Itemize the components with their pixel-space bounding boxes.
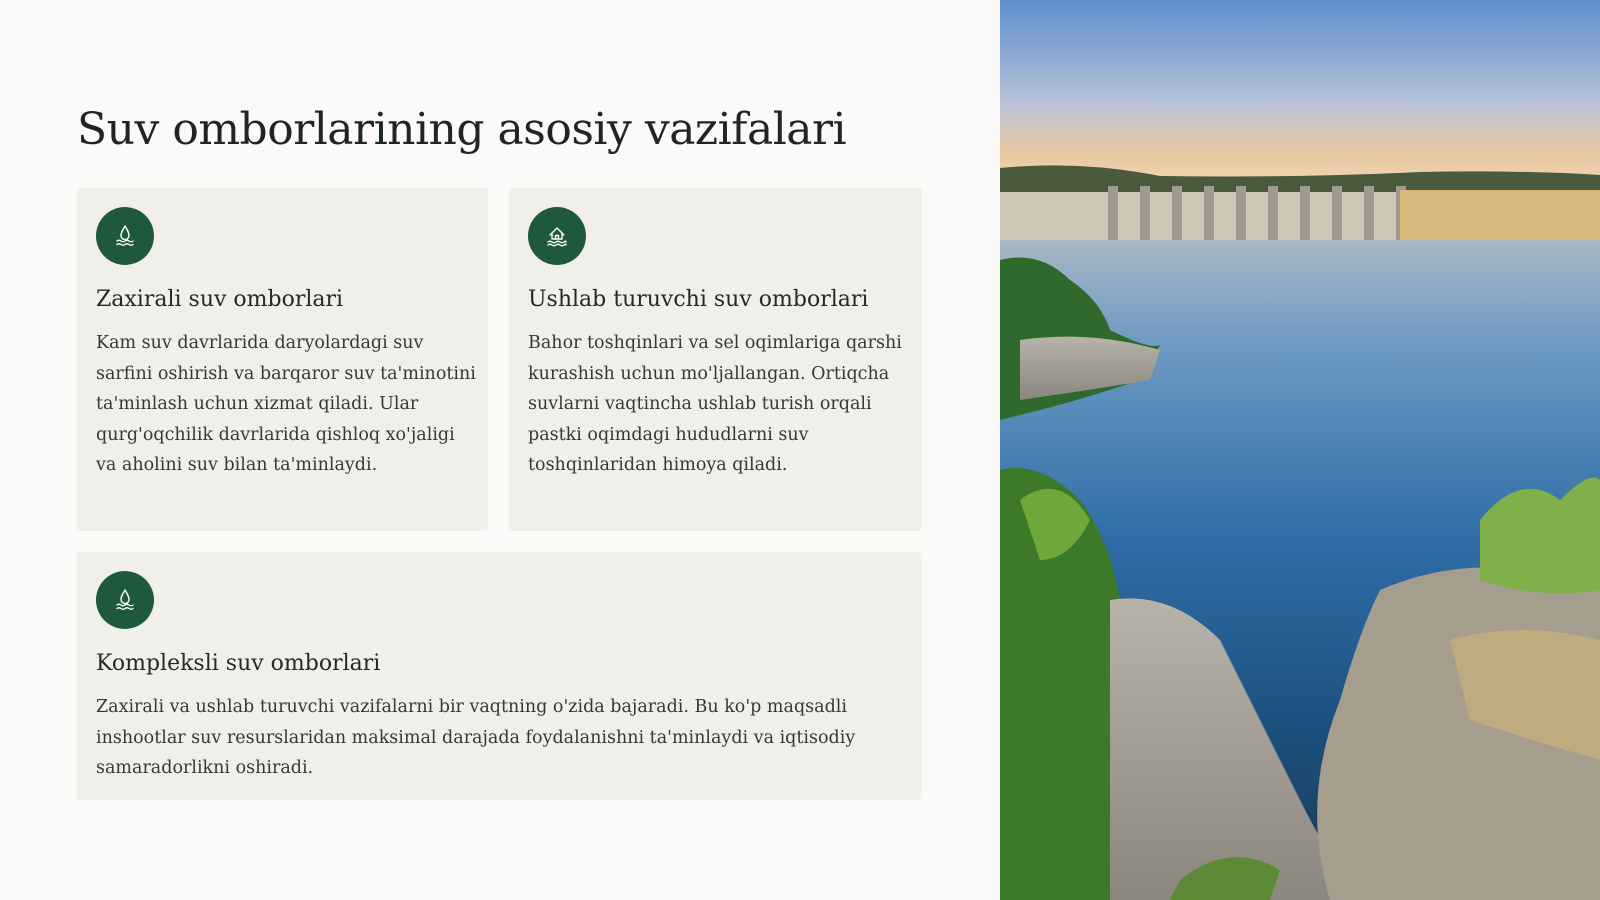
slide-title: Suv omborlarining asosiy vazifalari bbox=[77, 104, 847, 155]
icon-badge bbox=[96, 571, 154, 629]
card-title: Ushlab turuvchi suv omborlari bbox=[528, 287, 869, 312]
icon-badge bbox=[96, 207, 154, 265]
dam-reservoir-photo bbox=[1000, 0, 1600, 900]
card-description: Bahor toshqinlari va sel oqimlariga qarshi kurashish uchun mo'ljallangan. Ortiqcha suvlarni vaqtincha ushlab turish orqali pastki oqimdagi hududlarni suv toshqinlaridan himoya qiladi. bbox=[528, 333, 902, 476]
card-description: Kam suv davrlarida daryolardagi suv sarfini oshirish va barqaror suv ta'minotini ta'minlash uchun xizmat qiladi. Ular qurg'oqchilik davrlarida qishloq xo'jaligi va aholini suv bilan ta'minlaydi. bbox=[96, 333, 476, 476]
card-title: Zaxirali suv omborlari bbox=[96, 287, 344, 312]
card-description: Zaxirali va ushlab turuvchi vazifalarni bir vaqtning o'zida bajaradi. Bu ko'p maqsadli inshootlar suv resurslaridan maksimal darajada foydalanishni ta'minlaydi va iqtisodiy samaradorlikni oshiradi. bbox=[96, 697, 856, 779]
water-drop-icon bbox=[111, 586, 139, 614]
icon-badge bbox=[528, 207, 586, 265]
card-retention-reservoirs bbox=[509, 188, 922, 531]
house-flood-icon bbox=[543, 222, 571, 250]
card-title: Kompleksli suv omborlari bbox=[96, 651, 381, 676]
card-complex-reservoirs bbox=[77, 552, 922, 800]
water-drop-icon bbox=[111, 222, 139, 250]
card-reserve-reservoirs bbox=[77, 188, 488, 531]
